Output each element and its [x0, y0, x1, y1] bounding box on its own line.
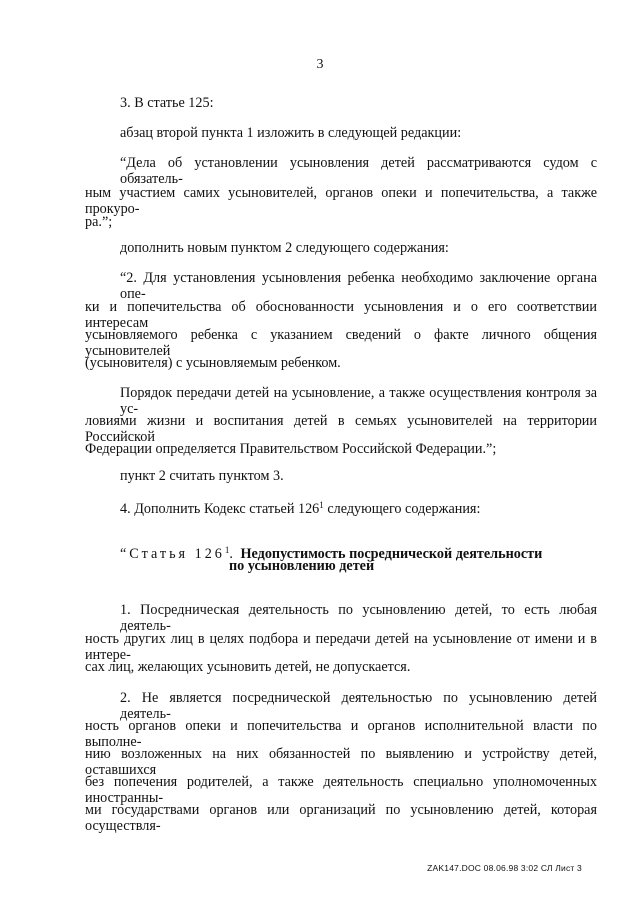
order-line: Федерации определяется Правительством Российской Федерации.”;: [85, 441, 497, 457]
instruction-line: пункт 2 считать пунктом 3.: [120, 468, 284, 484]
point2-line: ки и попечительства об обоснованности усыновления и о его соответствии интересам: [85, 299, 597, 331]
article-p2-line: нию возложенных на них обязанностей по выявлению и устройству детей, оставшихся: [85, 746, 597, 778]
article-label: “Статья 126: [120, 546, 225, 562]
article-p2-line: без попечения родителей, а также деятельность специально уполномоченных иностранны-: [85, 774, 597, 806]
order-line: Порядок передачи детей на усыновление, а также осуществления контроля за ус-: [120, 385, 597, 417]
instruction-line: дополнить новым пунктом 2 следующего содержания:: [120, 240, 449, 256]
page-number: 3: [316, 57, 324, 72]
article-label-dot: .: [229, 546, 233, 562]
section-3-heading: 3. В статье 125:: [120, 95, 214, 111]
article-label-sup: 1: [224, 545, 230, 555]
point2-line: усыновляемого ребенка с указанием сведений о факте личного общения усыновителей: [85, 327, 597, 359]
article-p2-line: 2. Не является посреднической деятельностью по усыновлению детей деятель-: [120, 690, 597, 722]
article-p1-line: 1. Посредническая деятельность по усыновлению детей, то есть любая деятель-: [120, 602, 597, 634]
section-4-sup: 1: [319, 500, 324, 510]
article-p2-line: ность органов опеки и попечительства и органов исполнительной власти по выполне-: [85, 718, 597, 750]
section-4-line: [120, 497, 480, 517]
article-p1-line: ность других лиц в целях подбора и передачи детей на усыновление от имени и в интере-: [85, 631, 597, 663]
article-title-line2: по усыновлению детей: [229, 558, 375, 574]
quote-line: ра.”;: [85, 214, 113, 230]
article-p1-line: сах лиц, желающих усыновить детей, не допускается.: [85, 659, 411, 675]
point2-line: (усыновителя) с усыновляемым ребенком.: [85, 355, 341, 371]
footer-file-info: ZAK147.DOC 08.06.98 3:02 СЛ Лист 3: [427, 863, 582, 873]
instruction-line: абзац второй пункта 1 изложить в следующей редакции:: [120, 125, 462, 141]
point2-line: “2. Для установления усыновления ребенка необходимо заключение органа опе-: [120, 270, 597, 302]
section-4-text: 4. Дополнить Кодекс статьей 126: [120, 501, 320, 517]
article-p2-line: ми государствами органов или организаций по усыновлению детей, которая осуществля-: [85, 802, 597, 834]
article-title-line1: Недопустимость посреднической деятельности: [240, 546, 543, 562]
section-4-text-after: следующего содержания:: [323, 501, 481, 517]
quote-line: “Дела об установлении усыновления детей рассматриваются судом с обязатель-: [120, 155, 597, 187]
order-line: ловиями жизни и воспитания детей в семьях усыновителей на территории Российской: [85, 413, 597, 445]
quote-line: ным участием самих усыновителей, органов опеки и попечительства, а также прокуро-: [85, 185, 597, 217]
